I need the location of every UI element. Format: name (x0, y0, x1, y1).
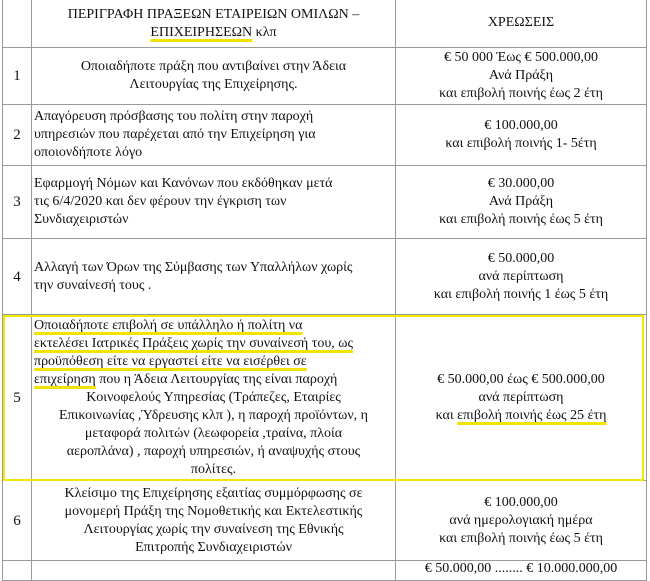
header-num-cell (3, 0, 32, 48)
penalties-table (2, 0, 647, 581)
row-description: Αλλαγή των Όρων της Σύμβασης των Υπαλλήλων χωρίς την συναίνεσή τους . (32, 239, 396, 315)
table-row (3, 481, 647, 561)
row-charge: € 100.000,00 και επιβολή ποινής 1- 5έτη (396, 105, 647, 166)
table-row (3, 48, 647, 105)
row-description: Απαγόρευση πρόσβασης του πολίτη στην παροχή υπηρεσιών που παρέχεται από την Επιχείρηση για οποιονδήποτε λόγο (32, 105, 396, 166)
row-number: 5 (3, 315, 32, 481)
row-number: 1 (3, 48, 32, 105)
table-row (3, 239, 647, 315)
table-row (3, 166, 647, 239)
row-number: 2 (3, 105, 32, 166)
row-number: 3 (3, 166, 32, 239)
header-description-word: ΕΠΙΧΕΙΡΗΣΕΩΝ (150, 25, 253, 40)
row-description: Εφαρμογή Νόμων και Κανόνων που εκδόθηκαν μετά τις 6/4/2020 και δεν φέρουν την έγκριση των Συνδιαχειριστών (32, 166, 396, 239)
header-description-cell (32, 0, 396, 48)
row-charge: € 50 000 Έως € 500.000,00 Ανά Πράξη και επιβολή ποινής έως 2 έτη (396, 48, 647, 105)
row-number: 6 (3, 481, 32, 561)
table-row (3, 105, 647, 166)
row-number: 4 (3, 239, 32, 315)
header-charges: ΧΡΕΩΣΕΙΣ (487, 15, 555, 30)
header-row (3, 0, 647, 48)
row-charge: € 30.000,00 Ανά Πράξη και επιβολή ποινής έως 5 έτη (396, 166, 647, 239)
header-charges-cell (396, 0, 647, 48)
row-description: Κλείσιμο της Επιχείρησης εξαιτίας συμμόρφωσης σε μονομερή Πράξη της Νομοθετικής και Εκτελεστικής Λειτουργίας χωρίς την συναίνεση της Εθνικής Επιτροπής Συνδιαχειριστών (32, 481, 396, 561)
row-description: Οποιαδήποτε επιβολή σε υπάλληλο ή πολίτη να εκτελέσει Ιατρικές Πράξεις χωρίς την συναίνεσή του, ως προϋπόθεση είτε να εργαστεί είτε να εισέρθει σε επιχείρηση που η Άδεια Λειτουργίας της είναι παροχή Κοινοφελούς Υπηρεσίας (Τράπεζες, Εταιρίες Επικοινωνίας ,Ύδρευσης κλπ ), η παροχή προϊόντων, η μεταφορά πολιτών (λεωφορεία ,τραίνα, πλοία αεροπλάνα) , παροχή υπηρεσιών, ή αναψυχής στους πολίτες. (32, 315, 396, 481)
header-description-line1: ΠΕΡΙΓΡΑΦΗ ΠΡΑΞΕΩΝ ΕΤΑΙΡΕΙΩΝ ΟΜΙΛΩΝ – (67, 7, 360, 22)
row-charge: € 50.000,00 ανά περίπτωση και επιβολή ποινής 1 έως 5 έτη (396, 239, 647, 315)
header-description-suffix: κλπ (252, 25, 277, 40)
row-charge: € 50.000,00 ........ € 10.000.000,00 (396, 561, 647, 581)
row-charge: € 100.000,00 ανά ημερολογιακή ημέρα και επιβολή ποινής έως 5 έτη (396, 481, 647, 561)
table-row-highlighted (3, 315, 647, 481)
row-description: Οποιαδήποτε πράξη που αντιβαίνει στην Άδεια Λειτουργίας της Επιχείρησης. (32, 48, 396, 105)
row-charge: € 50.000,00 έως € 500.000,00 ανά περίπτωση και επιβολή ποινής έως 25 έτη (396, 315, 647, 481)
